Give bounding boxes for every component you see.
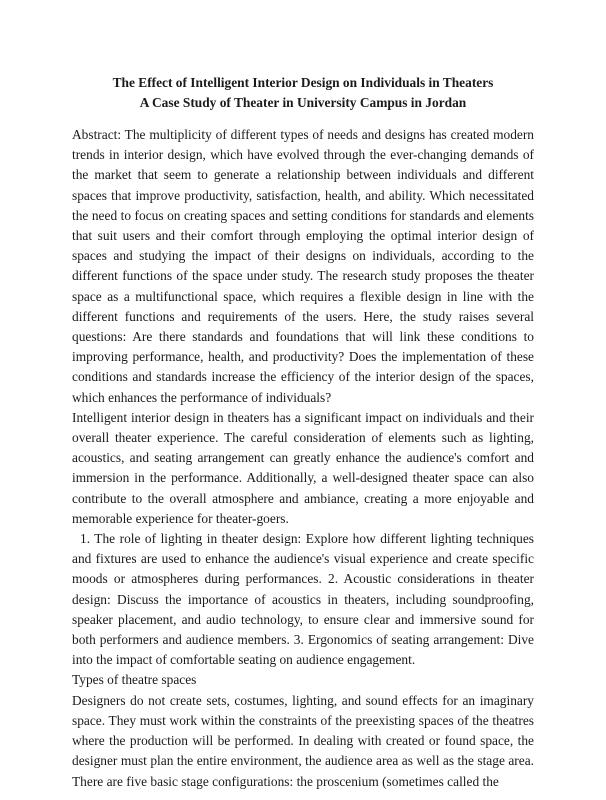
intro-paragraph: Intelligent interior design in theaters has a significant impact on individuals and their overall theater experience. The careful consideration of elements such as lighting, acoustics, and seating arrangement can greatly enhance the audience's comfort and immersion in the performance. Additionally, a well-designed theater space can also contribute to the overall atmosphere and ambiance, creating a more enjoyable and memorable experience for theater-goers. [72,409,534,526]
abstract-paragraph: Abstract: The multiplicity of different types of needs and designs has created modern trends in interior design, which have evolved through the ever-changing demands of the market that seem to generate a relationship between individuals and different spaces that improve productivity, satisfaction, health, and ability. Which necessitated the need to focus on creating spaces and setting conditions for standards and elements that suit users and their comfort through employing the optimal interior design of spaces and studying the impact of their designs on individuals, according to the different functions of the space under study. The research study proposes the theater space as a multifunctional space, which requires a flexible design in line with the different functions and requirements of the users. Here, the study raises several questions: Are there standards and foundations that will link these conditions to improving performance, health, and productivity? Does the implementation of these conditions and standards increase the efficiency of the interior design of the spaces, which enhances the performance of individuals? [72,127,534,405]
title-line-1: The Effect of Intelligent Interior Design on Individuals in Theaters [112,75,494,90]
document-body [72,125,534,792]
list-paragraph: 1. The role of lighting in theater design: Explore how different lighting techniques and fixtures are used to enhance the audience's visual experience and create specific moods or atmospheres during performances. 2. Acoustic considerations in theater design: Discuss the importance of acoustics in theaters, including soundproofing, speaker placement, and audio technology, to ensure clear and immersive sound for both performers and audience members. 3. Ergonomics of seating arrangement: Dive into the impact of comfortable seating on audience engagement. [72,531,534,668]
document-title [0,73,606,113]
section-paragraph: Designers do not create sets, costumes, lighting, and sound effects for an imaginary space. They must work within the constraints of the preexisting spaces of the theatres where the production will be performed. In dealing with created or found space, the designer must plan the entire environment, the audience area as well as the stage area. There are five basic stage configurations: the proscenium (sometimes called the [72,692,534,789]
section-heading: Types of theatre spaces [72,672,197,688]
title-line-2: A Case Study of Theater in University Campus in Jordan [139,95,467,110]
